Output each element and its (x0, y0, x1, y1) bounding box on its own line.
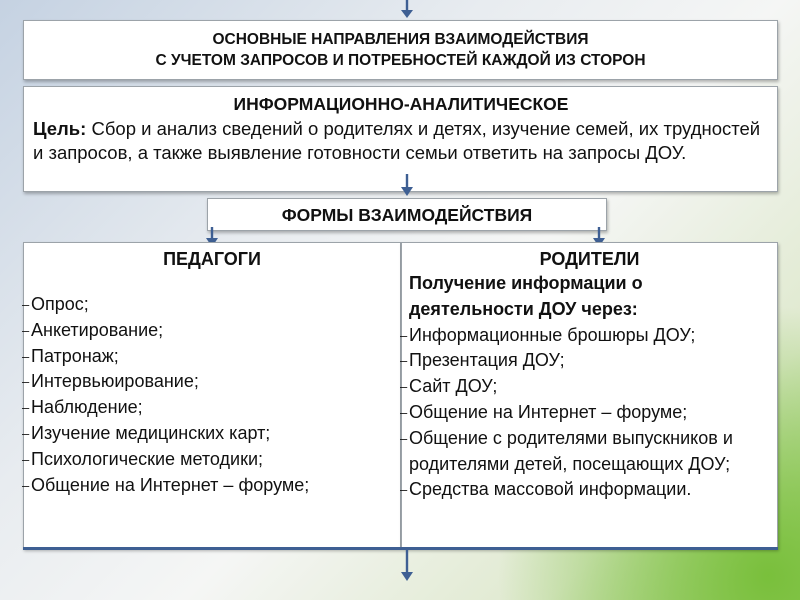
parents-intro: Получение информации о деятельности ДОУ через: (409, 273, 643, 319)
parents-source-item: – Общение с родителями выпускников и родителями детей, посещающих ДОУ; (409, 426, 777, 478)
parents-sources-list (402, 323, 777, 504)
teachers-method-item: – Изучение медицинских карт; (31, 421, 400, 447)
forms-of-interaction-box (207, 198, 607, 231)
teachers-panel (23, 242, 401, 549)
teachers-method-item: – Анкетирование; (31, 318, 400, 344)
parents-title: РОДИТЕЛИ (539, 249, 640, 269)
parents-source-item: – Средства массовой информации. (409, 477, 777, 503)
teachers-title: ПЕДАГОГИ (163, 249, 261, 269)
parents-panel (401, 242, 778, 549)
parents-source-item: – Сайт ДОУ; (409, 374, 777, 400)
info-analytic-title: ИНФОРМАЦИОННО-АНАЛИТИЧЕСКОЕ (233, 94, 569, 114)
arrow-to-forms-icon (400, 174, 414, 197)
goal-paragraph (33, 117, 769, 165)
forms-of-interaction-title: ФОРМЫ ВЗАИМОДЕЙСТВИЯ (281, 205, 533, 225)
parents-source-item: – Презентация ДОУ; (409, 348, 777, 374)
goal-label: Цель: (33, 118, 87, 139)
teachers-method-item: – Патронаж; (31, 344, 400, 370)
parents-source-item: – Общение на Интернет – форуме; (409, 400, 777, 426)
main-directions-line-2: С УЧЕТОМ ЗАПРОСОВ И ПОТРЕБНОСТЕЙ КАЖДОЙ ИЗ СТОРОН (155, 52, 646, 69)
teachers-method-item: – Психологические методики; (31, 447, 400, 473)
parents-source-item: – Информационные брошюры ДОУ; (409, 323, 777, 349)
arrow-bottom-icon (400, 548, 414, 582)
teachers-method-item: – Опрос; (31, 292, 400, 318)
arrow-top-icon (400, 0, 414, 19)
teachers-method-item: – Интервьюирование; (31, 369, 400, 395)
main-directions-line-1: ОСНОВНЫЕ НАПРАВЛЕНИЯ ВЗАИМОДЕЙСТВИЯ (212, 31, 589, 48)
teachers-method-item: – Наблюдение; (31, 395, 400, 421)
goal-text: Сбор и анализ сведений о родителях и детях, изучение семей, их трудностей и запросов, а также выявление готовности семьи ответить на запросы ДОУ. (33, 118, 761, 163)
teachers-method-item: – Общение на Интернет – форуме; (31, 473, 400, 499)
teachers-methods-list (24, 292, 400, 498)
bottom-rule (23, 547, 778, 550)
main-directions-box (23, 20, 778, 80)
